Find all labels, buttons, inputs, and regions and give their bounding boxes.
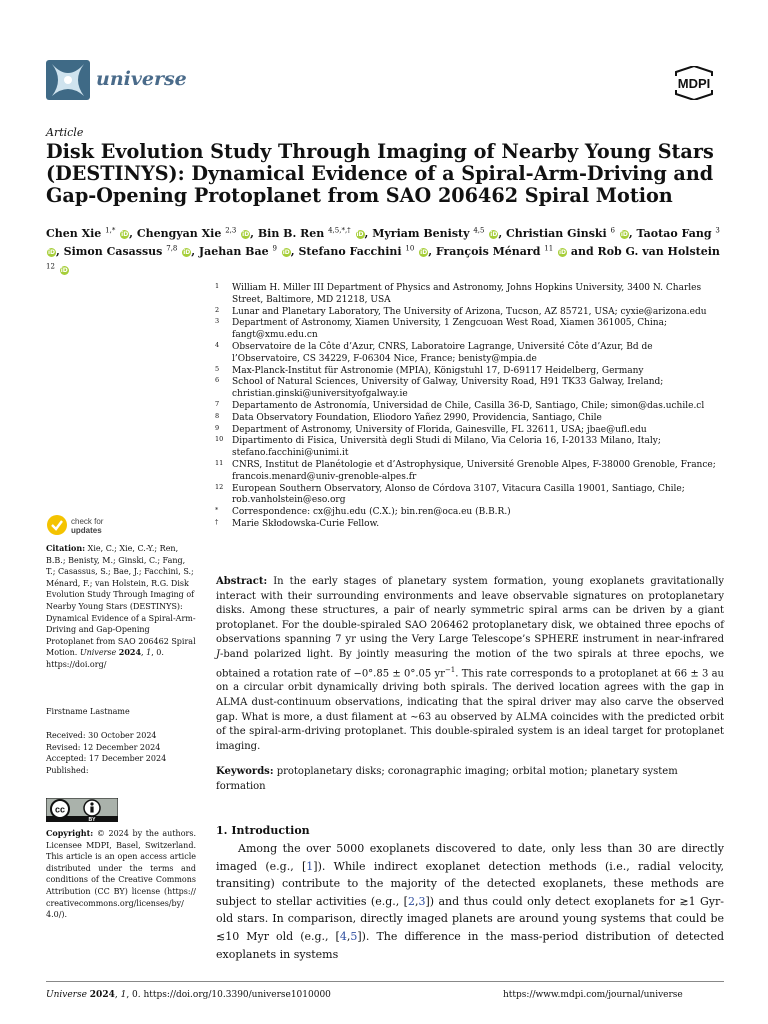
author: [372, 227, 498, 240]
affiliation-item: [213, 307, 723, 319]
universe-logo-icon: [46, 60, 90, 100]
affiliation-item: [213, 413, 723, 425]
author: [298, 245, 428, 258]
affiliation-number: 4: [215, 340, 220, 349]
affiliation-item: [213, 342, 723, 366]
affiliation-text: CNRS, Institut de Planétologie et d’Astrophysique, Université Grenoble Alpes, F-38000 Grenoble, France; francois.menard@univ-grenoble-alpes.fr: [232, 459, 716, 482]
article-title: Disk Evolution Study Through Imaging of Nearby Young Stars (DESTINYS): Dynamical Evidence of a Spiral-Arm-Driving and Gap-Opening Protoplanet from SAO 206462 Spiral Motion: [46, 140, 714, 207]
citation-ref[interactable]: 1: [306, 859, 314, 873]
citation-text: Xie, C.; Xie, C.-Y.; Ren, B.B.; Benisty, M.; Ginski, C.; Fang, T.; Casassus, S.; Bae, J.; Facchini, S.; Ménard, F.; van Holstein, R.G. Disk Evolution Study Through Imaging of Nearby Young Stars (DESTINYS): Dynamical Evidence of a Spiral-Arm-Driving and Gap-Opening Protoplanet from SAO 206462 Spiral Motion.: [46, 544, 196, 658]
affiliation-number: 9: [215, 423, 220, 432]
author-affiliation-sup: 1,*: [105, 226, 116, 235]
copyright-block: [46, 828, 196, 921]
abstract: [216, 575, 724, 754]
author-affiliation-sup: 2,3: [225, 226, 237, 235]
affiliation-text: Department of Astronomy, Xiamen University, 1 Zengcuoan West Road, Xiamen 361005, China; fangt@xmu.edu.cn: [232, 318, 668, 341]
author: [199, 245, 291, 258]
author-name: Taotao Fang: [636, 227, 712, 240]
affiliation-item: [213, 436, 723, 460]
keywords-label: Keywords:: [216, 766, 274, 777]
citation-journal: Universe: [79, 648, 117, 658]
check-updates-line2: updates: [71, 526, 102, 535]
footer-doi[interactable]: , 0. https://doi.org/10.3390/universe1010000: [126, 990, 331, 1000]
affiliation-number: 1: [215, 282, 220, 290]
journal-name: universe: [96, 68, 187, 90]
keywords-text: protoplanetary disks; coronagraphic imaging; orbital motion; planetary system formation: [216, 766, 678, 792]
author-name: Chengyan Xie: [136, 227, 222, 240]
affiliation-item: [213, 366, 723, 378]
affiliation-text: Department of Astronomy, University of Florida, Gainesville, FL 32611, USA; jbae@ufl.edu: [232, 424, 647, 435]
orcid-icon[interactable]: iD: [242, 231, 250, 238]
citation-ref[interactable]: 3: [418, 894, 426, 908]
orcid-icon[interactable]: iD: [60, 267, 68, 274]
author-affiliation-sup: 10: [405, 244, 415, 253]
abstract-text-c: . This rate corresponds to a protoplanet at 66 ± 3 au on a circular orbit dynamically driving both spirals. The derived location agrees with the gap in ALMA dust-continuum observations, indicating that the spiral driver may also carve the observed gap. What is more, a dust filament at ∼63 au observed by ALMA coincides with the predicted orbit of the spiral-arm-driving protoplanet. This double-spiraled system is an ideal target for protoplanet imaging.: [216, 667, 724, 752]
citation-label: Citation:: [46, 543, 86, 553]
author: [436, 245, 567, 258]
author-affiliation-sup: 3: [715, 226, 720, 235]
citation-ref[interactable]: 5: [350, 929, 358, 943]
citation-volume: 1: [146, 648, 152, 658]
affiliation-text: School of Natural Sciences, University of Galway, University Road, H91 TK33 Galway, Ireland; christian.ginski@universityofgalway.ie: [232, 377, 664, 400]
affiliation-text: Data Observatory Foundation, Eliodoro Yañez 2990, Providencia, Santiago, Chile: [232, 412, 602, 423]
copyright-text: © 2024 by the authors. Licensee MDPI, Basel, Switzerland. This article is an open access article distributed under the terms and conditions of the Creative Commons Attribution (CC BY) license (https:// creativecommons.org/licenses/by/ 4.0/).: [46, 829, 196, 920]
affiliation-item: [213, 283, 723, 307]
affiliation-item: [213, 484, 723, 508]
affiliation-text: Observatoire de la Côte d’Azur, CNRS, Laboratoire Lagrange, Université Côte d’Azur, Bd de l’Observatoire, CS 34229, F-06304 Nice, France; benisty@mpia.de: [232, 341, 653, 364]
publication-dates: [46, 730, 166, 776]
abstract-text-b: -band polarized light. By jointly measuring the motion of the two spirals at three epochs, we obtained a rotation rate of −0°.85 ± 0°.05 yr: [216, 648, 724, 679]
orcid-icon[interactable]: iD: [282, 249, 290, 256]
affiliation-item: [213, 460, 723, 484]
introduction-paragraph: Among the over 5000 exoplanets discovered to date, only less than 30 are directly imaged (e.g., [1]). While indirect exoplanet detection methods (i.e., radial velocity, transiting) contribute to the majority of the detected exoplanets, these methods are subject to stellar activities (e.g., [2,3]) and thus could only detect exoplanets for ≳1 Gyr-old stars. In comparison, directly imaged planets are around young systems that could be ≲10 Myr old (e.g., [4,5]). The difference in the mass-period distribution of detected exoplanets in systems: [216, 842, 724, 961]
author-name: Stefano Facchini: [298, 245, 402, 258]
affiliation-text: European Southern Observatory, Alonso de Córdova 3107, Vitacura Casilla 19001, Santiago, Chile; rob.vanholstein@eso.org: [232, 483, 685, 506]
affiliation-number: 6: [215, 376, 220, 385]
author-affiliation-sup: 11: [544, 244, 554, 253]
author-name: Rob G. van Holstein: [597, 245, 720, 258]
affiliation-text: Dipartimento di Fisica, Università degli Studi di Milano, Via Celoria 16, I-20133 Milano, Italy; stefano.facchini@unimi.it: [232, 436, 661, 459]
author: [137, 227, 250, 240]
mdpi-logo-icon: [666, 66, 722, 100]
author-affiliation-sup: 6: [610, 226, 615, 235]
affiliation-text: William H. Miller III Department of Physics and Astronomy, Johns Hopkins University, 3400 N. Charles Street, Baltimore, MD 21218, USA: [232, 283, 702, 305]
academic-editor: Firstname Lastname: [46, 707, 130, 716]
orcid-icon[interactable]: iD: [121, 231, 129, 238]
orcid-icon[interactable]: iD: [620, 231, 628, 238]
affiliation-number: 5: [215, 364, 220, 373]
orcid-icon[interactable]: iD: [356, 231, 364, 238]
author-affiliation-sup: 4,5,*,†: [328, 226, 351, 235]
author-name: François Ménard: [435, 245, 541, 258]
author-name: Chen Xie: [46, 227, 102, 240]
author-affiliation-sup: 4,5: [473, 226, 485, 235]
affiliation-number: 10: [215, 435, 224, 444]
accepted-date: Accepted: 17 December 2024: [46, 754, 167, 764]
footer-divider: [46, 981, 724, 982]
affiliation-number: 11: [215, 458, 224, 467]
citation-ref[interactable]: 4: [339, 929, 347, 943]
received-date: Received: 30 October 2024: [46, 731, 157, 740]
author-name: Jaehan Bae: [198, 245, 269, 258]
orcid-icon[interactable]: iD: [559, 249, 567, 256]
intro-text-4: ]). The difference in the mass-period distribution of detected exoplanets in systems: [216, 929, 724, 961]
svg-text:cc: cc: [54, 804, 66, 815]
affiliation-number: 3: [215, 317, 220, 326]
abstract-rate-exponent: −1: [444, 665, 456, 674]
revised-date: Revised: 12 December 2024: [46, 742, 161, 752]
author: [64, 245, 192, 258]
footer-volume: 1: [120, 990, 127, 1000]
section-heading-introduction: 1. Introduction: [216, 824, 310, 837]
mdpi-logo-text: MDPI: [677, 76, 711, 91]
footer-citation: Universe 2024, 1, 0. https://doi.org/10.3390/universe1010000: [46, 990, 331, 1000]
abstract-text-a: In the early stages of planetary system formation, young exoplanets gravitationally interact with their surrounding environments and leave observable signatures on protoplanetary disks. Among these structures, a pair of nearly symmetric spiral arms can be driven by a giant protoplanet. For the double-spiraled SAO 206462 protoplanetary disk, we obtained three epochs of observations spanning 7 yr using the Very Large Telescope’s SPHERE instrument in near-infrared: [216, 576, 724, 646]
citation-ref[interactable]: 2: [407, 894, 415, 908]
author-name: Christian Ginski: [505, 227, 607, 240]
affiliation-number: †: [215, 517, 219, 526]
author-list: Chen Xie $^{1,*}$ iD, Chengyan Xie $^{2,3}$ iD, Bin B. Ren $^{4,5,*,\dagger}$ iD, Myriam Benisty $^{4,5}$ iD, Christian Ginski $^6$ iD, Taotao Fang $^3$ iD, Simon Casassus $^{7,8}$ iD, Jaehan Bae $^9$ iD, Stefano Facchini $^{10}$ iD, François Ménard $^{11}$ iD and Rob G. van Holstein $^{12}$ iD: [46, 226, 720, 274]
affiliation-item: [213, 401, 723, 413]
affiliation-item: [213, 377, 723, 401]
citation-year: 2024: [118, 647, 142, 658]
citation-block: Citation: Xie, C.; Xie, C.-Y.; Ren, B.B.; Benisty, M.; Ginski, C.; Fang, T.; Casassus, S.; Bae, J.; Facchini, S.; Ménard, F.; van Holstein, R.G. Disk Evolution Study Through Imaging of Nearby Young Stars (DESTINYS): Dynamical Evidence of a Spiral-Arm-Driving and Gap-Opening Protoplanet from SAO 206462 Spiral Motion. Universe 2024, 1, 0. https://doi.org/: [46, 543, 196, 669]
author-affiliation-sup: 7,8: [166, 244, 178, 253]
copyright-label: Copyright:: [46, 828, 94, 838]
abstract-label: Abstract:: [216, 576, 268, 587]
cc-by-license-icon[interactable]: [46, 798, 118, 822]
intro-text-1: Among the over 5000 exoplanets discovered to date, only less than 30 are directly imaged (e.g., [: [216, 842, 724, 873]
check-updates-line1: check for: [71, 517, 104, 526]
author-affiliation-sup: 12: [46, 262, 55, 271]
intro-text-2: ]). While indirect exoplanet detection methods (i.e., radial velocity, transiting) contribute to the majority of the detected exoplanets, these methods are subject to stellar activities (e.g., [: [216, 859, 724, 908]
orcid-icon[interactable]: iD: [490, 231, 498, 238]
affiliation-number: *: [215, 506, 219, 515]
orcid-icon[interactable]: iD: [420, 249, 428, 256]
author-name: Bin B. Ren: [257, 227, 325, 240]
footer-journal-url[interactable]: https://www.mdpi.com/journal/universe: [503, 990, 683, 1000]
affiliation-text: Max-Planck-Institut für Astronomie (MPIA), Königstuhl 17, D-69117 Heidelberg, Germany: [232, 365, 644, 376]
author: [506, 227, 629, 240]
affiliation-text: Departamento de Astronomía, Universidad de Chile, Casilla 36-D, Santiago, Chile; simon@das.uchile.cl: [232, 400, 705, 411]
cc-by-label: BY: [88, 817, 96, 822]
affiliation-item: [213, 425, 723, 437]
intro-text-3: ]) and thus could only detect exoplanets for ≳1 Gyr-old stars. In comparison, directly imaged planets are around young systems that could be ≲10 Myr old (e.g., [: [216, 894, 724, 943]
affiliation-item: [213, 318, 723, 342]
orcid-icon[interactable]: iD: [183, 249, 191, 256]
affiliation-number: 2: [215, 305, 220, 314]
check-updates-icon[interactable]: [46, 514, 146, 536]
keywords: [216, 765, 724, 794]
citation-tail[interactable]: , 0. https://doi.org/: [46, 648, 164, 669]
published-date: Published:: [46, 765, 89, 775]
orcid-icon[interactable]: iD: [47, 249, 56, 256]
abstract-band: J: [216, 648, 221, 660]
affiliation-item: [213, 507, 723, 519]
affiliation-text: Marie Skłodowska-Curie Fellow.: [232, 518, 380, 529]
author: [258, 227, 365, 240]
affiliation-text: Lunar and Planetary Laboratory, The University of Arizona, Tucson, AZ 85721, USA; cyxie@arizona.edu: [232, 306, 707, 317]
author: [46, 227, 129, 240]
affiliation-number: 7: [215, 399, 220, 408]
article-type: Article: [46, 126, 84, 139]
author-name: Myriam Benisty: [372, 227, 470, 240]
affiliation-number: 12: [215, 482, 224, 491]
affiliation-number: 8: [215, 411, 220, 420]
footer-journal: Universe: [46, 990, 87, 1000]
affiliation-text: Correspondence: cx@jhu.edu (C.X.); bin.ren@oca.eu (B.B.R.): [232, 507, 511, 518]
author-conjunction: and: [570, 245, 594, 258]
author-name: Simon Casassus: [63, 245, 163, 258]
footer-year: 2024: [89, 990, 115, 1000]
author-affiliation-sup: 9: [272, 244, 277, 253]
affiliations: [213, 283, 723, 531]
affiliation-item: [213, 519, 723, 531]
